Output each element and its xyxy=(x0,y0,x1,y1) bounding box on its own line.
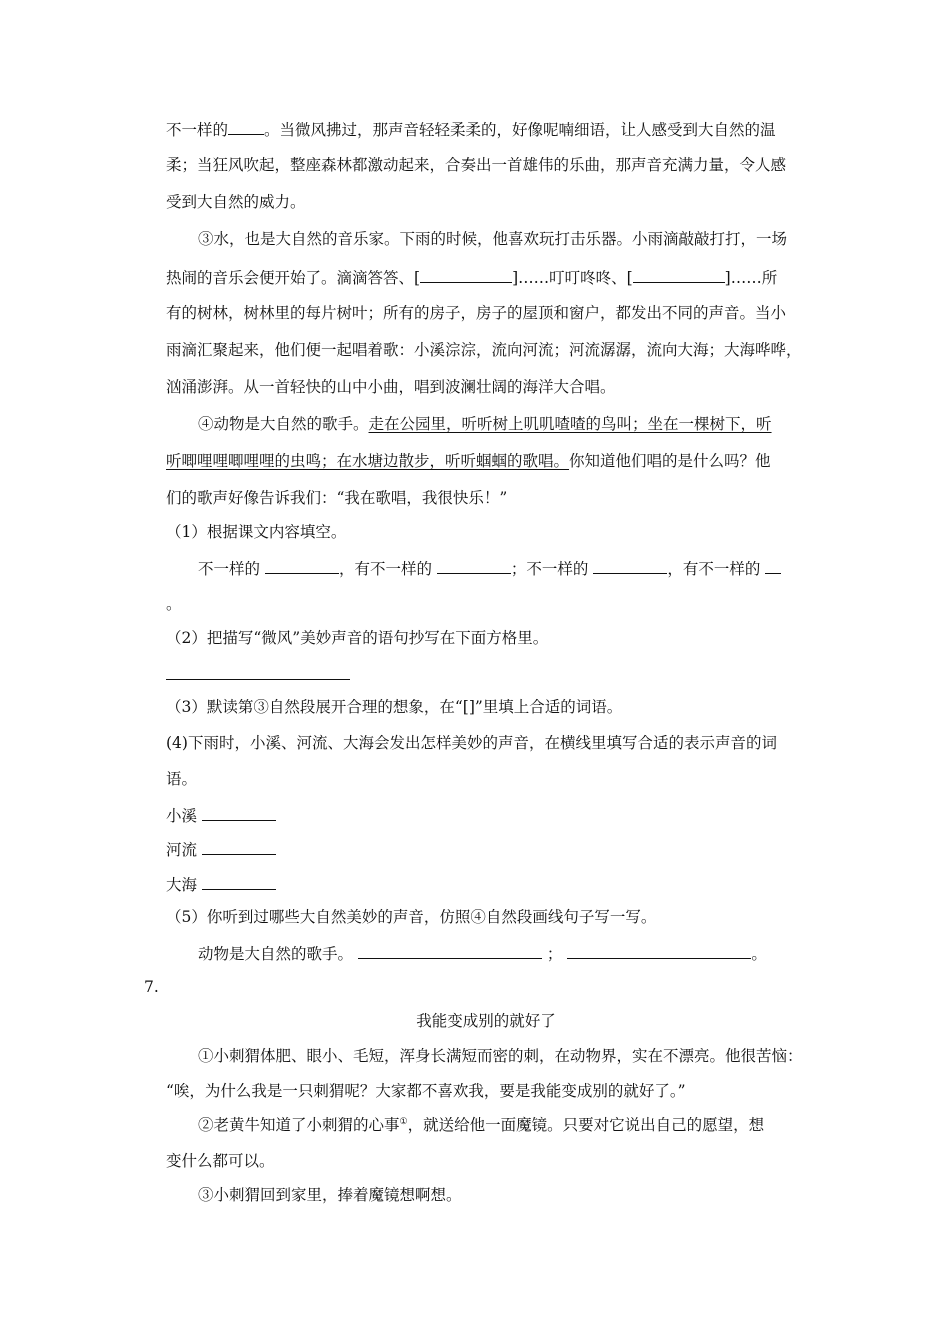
question-1-end: 。 xyxy=(166,595,182,613)
question-4-item-river xyxy=(166,838,276,860)
text: ②老黄牛知道了小刺猬的心事 xyxy=(198,1116,400,1134)
p3-line-3: 有的树林，树林里的每片树叶；所有的房子，房子的屋顶和窗户，都发出不同的声音。当小 xyxy=(166,304,787,322)
text: 动物是大自然的歌手。 xyxy=(198,945,354,963)
answer-blank[interactable] xyxy=(228,118,264,135)
underlined-sentence: 听唧哩哩唧哩哩的虫鸣；在水塘边散步，听听蝈蝈的歌唱。 xyxy=(166,452,570,470)
text: 。 xyxy=(751,945,767,963)
text: ，有不一样的 xyxy=(667,560,761,578)
answer-blank[interactable] xyxy=(202,838,276,855)
answer-blank[interactable] xyxy=(765,557,781,574)
question-number-7: 7. xyxy=(144,978,159,996)
p2-line-3: 受到大自然的威力。 xyxy=(166,193,306,211)
p7-3-line-1: ③小刺猬回到家里，捧着魔镜想啊想。 xyxy=(198,1186,462,1204)
text: 热闹的音乐会便开始了。滴滴答答、[ xyxy=(166,269,421,287)
p7-2-line-2: 变什么都可以。 xyxy=(166,1152,275,1170)
answer-blank[interactable] xyxy=(202,804,276,821)
answer-blank[interactable] xyxy=(202,873,276,890)
p3-line-4: 雨滴汇聚起来，他们便一起唱着歌：小溪淙淙，流向河流；河流潺潺，流向大海；大海哗哗， xyxy=(166,341,802,359)
text: ]……所 xyxy=(724,269,778,287)
p7-2-line-1 xyxy=(198,1115,764,1135)
p3-line-1: ③水，也是大自然的音乐家。下雨的时候，他喜欢玩打击乐器。小雨滴敲敲打打，一场 xyxy=(198,230,788,248)
text: 大海 xyxy=(166,876,198,894)
p2-line-1 xyxy=(166,118,776,140)
underlined-sentence: 走在公园里，听听树上叽叽喳喳的鸟叫；坐在一棵树下，听 xyxy=(368,415,772,433)
text: 小溪 xyxy=(166,807,198,825)
text: ； xyxy=(546,945,563,963)
p4-line-2 xyxy=(166,451,771,471)
question-4-item-sea xyxy=(166,873,276,895)
question-1-fill xyxy=(198,557,781,579)
question-4-item-creek xyxy=(166,804,276,826)
text: ，有不一样的 xyxy=(338,560,432,578)
question-3-label: （3）默读第③自然段展开合理的想象，在“[]”里填上合适的词语。 xyxy=(166,698,623,716)
bracket-blank-2[interactable] xyxy=(633,266,725,283)
p7-1-line-2: “唉，为什么我是一只刺猬呢？大家都不喜欢我，要是我能变成别的就好了。” xyxy=(166,1082,686,1100)
text: 河流 xyxy=(166,841,198,859)
question-2-label: （2）把描写“微风”美妙声音的语句抄写在下面方格里。 xyxy=(166,629,549,647)
answer-blank[interactable] xyxy=(358,942,542,959)
text: 不一样的 xyxy=(166,121,229,139)
answer-blank[interactable] xyxy=(567,942,751,959)
text: 不一样的 xyxy=(198,560,261,578)
question-1-label: （1）根据课文内容填空。 xyxy=(166,523,347,541)
p3-line-5: 汹涌澎湃。从一首轻快的山中小曲，唱到波澜壮阔的海洋大合唱。 xyxy=(166,378,616,396)
answer-blank[interactable] xyxy=(593,557,667,574)
question-4-line-1: (4)下雨时，小溪、河流、大海会发出怎样美妙的声音，在横线里填写合适的表示声音的词 xyxy=(166,734,777,752)
answer-blank[interactable] xyxy=(437,557,511,574)
text: 。当微风拂过，那声音轻轻柔柔的，好像呢喃细语，让人感受到大自然的温 xyxy=(264,121,776,139)
passage-title: 我能变成别的就好了 xyxy=(416,1012,556,1030)
text: ]……叮叮咚咚、[ xyxy=(512,269,633,287)
p3-line-2 xyxy=(166,266,777,288)
answer-line[interactable] xyxy=(166,679,350,680)
p2-line-2: 柔；当狂风吹起，整座森林都激动起来，合奏出一首雄伟的乐曲，那声音充满力量，令人感 xyxy=(166,156,787,174)
p4-line-1 xyxy=(198,414,772,434)
question-5-fill xyxy=(198,942,767,964)
answer-blank[interactable] xyxy=(265,557,339,574)
question-5-label: （5）你听到过哪些大自然美妙的声音，仿照④自然段画线句子写一写。 xyxy=(166,908,657,926)
text: ，就送给他一面魔镜。只要对它说出自己的愿望，想 xyxy=(407,1116,765,1134)
text: ；不一样的 xyxy=(510,560,589,578)
p4-line-3: 们的歌声好像告诉我们：“我在歌唱，我很快乐！” xyxy=(166,489,508,507)
text: 你知道他们唱的是什么吗？他 xyxy=(569,452,771,470)
p7-1-line-1: ①小刺猬体肥、眼小、毛短，浑身长满短而密的刺，在动物界，实在不漂亮。他很苦恼： xyxy=(198,1047,803,1065)
footnote-marker[interactable]: ① xyxy=(399,1116,408,1127)
text: ④动物是大自然的歌手。 xyxy=(198,415,369,433)
bracket-blank-1[interactable] xyxy=(420,266,512,283)
question-4-line-2: 语。 xyxy=(166,770,198,788)
